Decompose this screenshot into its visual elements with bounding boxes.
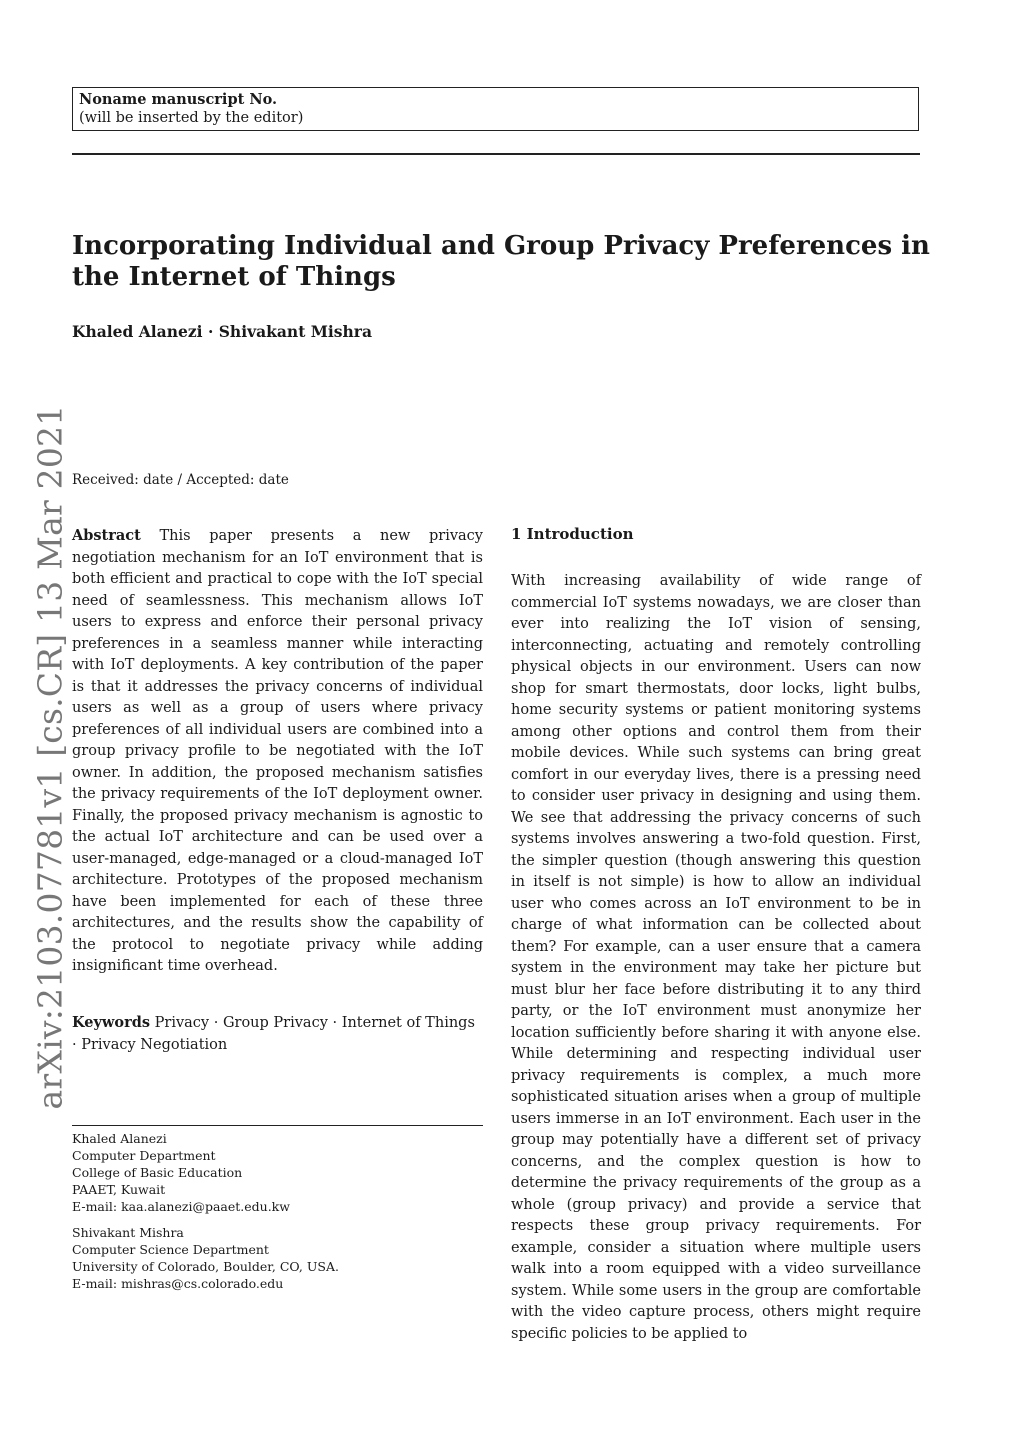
affiliation-place: PAAET, Kuwait: [72, 1182, 166, 1197]
abstract: [72, 525, 483, 978]
manuscript-number: Noname manuscript No.: [79, 91, 278, 108]
keywords: [72, 1012, 483, 1056]
title-line-1: Incorporating Individual and Group Privacy Preferences in: [72, 231, 930, 261]
author-list: Khaled Alanezi · Shivakant Mishra: [72, 322, 372, 341]
abstract-text: This paper presents a new privacy negotiation mechanism for an IoT environment that is both efficient and practical to cope with the IoT special need of seamlessness. This mechanism allows IoT users to express and enforce their personal privacy preferences in a seamless manner while interacting with IoT deployments. A key contribution of the paper is that it addresses the privacy concerns of individual users as well as a group of users where privacy preferences of all individual users are combined into a group privacy profile to be negotiated with the IoT owner. In addition, the proposed mechanism satisfies the privacy requirements of the IoT deployment owner. Finally, the proposed privacy mechanism is agnostic to the actual IoT architecture and can be used over a user-managed, edge-managed or a cloud-managed IoT architecture. Prototypes of the proposed mechanism have been implemented for each of these three architectures, and the results show the capability of the protocol to negotiate privacy while adding insignificant time overhead.: [72, 528, 483, 974]
affiliation-mishra: [72, 1224, 339, 1292]
footnote-rule: [72, 1125, 483, 1126]
paper-title: [72, 231, 932, 293]
affiliation-org: College of Basic Education: [72, 1165, 243, 1180]
abstract-label: Abstract: [72, 527, 141, 544]
affiliation-email: E-mail: mishras@cs.colorado.edu: [72, 1276, 284, 1291]
affiliation-dept: Computer Department: [72, 1148, 216, 1163]
keywords-label: Keywords: [72, 1014, 151, 1031]
affiliation-org: University of Colorado, Boulder, CO, USA.: [72, 1259, 339, 1274]
manuscript-header-box: [72, 87, 919, 131]
section-heading-introduction: 1 Introduction: [511, 525, 634, 543]
editor-note: (will be inserted by the editor): [79, 110, 304, 126]
affiliation-alanezi: [72, 1130, 290, 1215]
affiliation-email: E-mail: kaa.alanezi@paaet.edu.kw: [72, 1199, 290, 1214]
arxiv-watermark: arXiv:2103.07781v1 [cs.CR] 13 Mar 2021: [30, 404, 70, 1110]
keywords-text: Privacy · Group Privacy · Internet of Things · Privacy Negotiation: [72, 1015, 475, 1053]
title-line-2: the Internet of Things: [72, 262, 396, 292]
affiliation-name: Khaled Alanezi: [72, 1131, 167, 1146]
affiliation-name: Shivakant Mishra: [72, 1225, 184, 1240]
top-rule: [72, 153, 920, 155]
received-date: Received: date / Accepted: date: [72, 472, 289, 488]
introduction-text: With increasing availability of wide range of commercial IoT systems nowadays, we are closer than ever into realizing the IoT vision of sensing, interconnecting, actuating and remotely controlling physical objects in our environment. Users can now shop for smart thermostats, door locks, light bulbs, home security systems or patient monitoring systems among other options and control them from their mobile devices. While such systems can bring great comfort in our everyday lives, there is a pressing need to consider user privacy in designing and using them. We see that addressing the privacy concerns of such systems involves answering a two-fold question. First, the simpler question (though answering this question in itself is not simple) is how to allow an individual user who comes across an IoT environment to be in charge of what information can be collected about them? For example, can a user ensure that a camera system in the environment may take her picture but must blur her face before distributing it to any third party, or the IoT environment must anonymize her location sufficiently before sharing it with anyone else. While determining and respecting individual user privacy requirements is complex, a much more sophisticated situation arises when a group of multiple users immerse in an IoT environment. Each user in the group may potentially have a different set of privacy concerns, and the complex question is how to determine the privacy requirements of the group as a whole (group privacy) and provide a service that respects these group privacy requirements. For example, consider a situation where multiple users walk into a room equipped with a video surveillance system. While some users in the group are comfortable with the video capture process, others might require specific policies to be applied to: [511, 573, 921, 1342]
affiliation-dept: Computer Science Department: [72, 1242, 269, 1257]
